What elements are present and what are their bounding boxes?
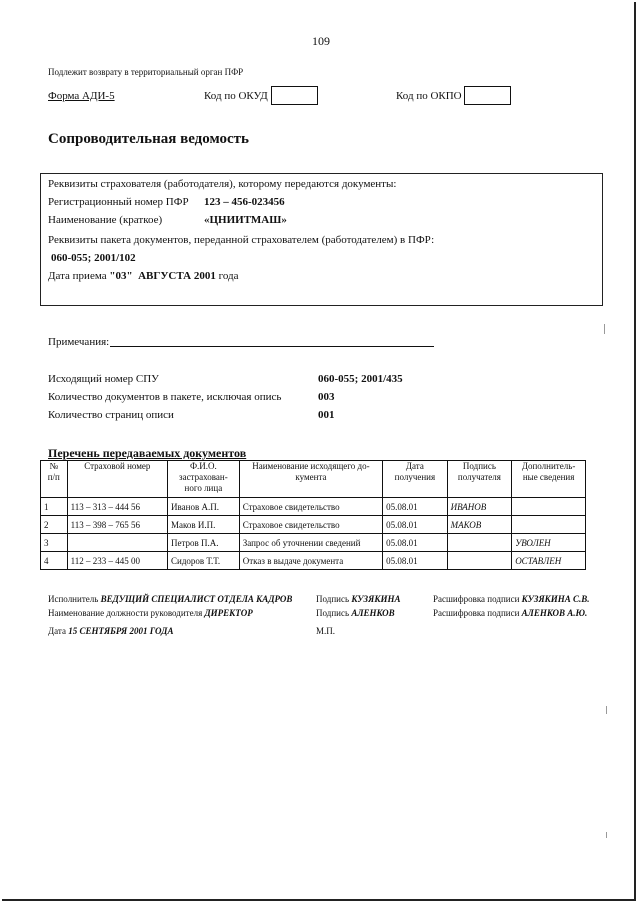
short-name-label: Наименование (краткое) xyxy=(48,214,163,226)
signature-1-label: Подпись xyxy=(316,594,350,604)
header-insurance-number: Страховой номер xyxy=(67,461,167,498)
scan-mark xyxy=(604,324,605,334)
table-row xyxy=(41,552,586,570)
insurance-number: 113 – 398 – 765 56 xyxy=(67,516,167,534)
footer-date-value: 15 СЕНТЯБРЯ 2001 ГОДА xyxy=(68,626,174,636)
okpo-field[interactable] xyxy=(464,86,511,105)
signature-2-line xyxy=(316,608,395,618)
head-position-line xyxy=(48,608,253,618)
header-full-name: Ф.И.О. застрахован- ного лица xyxy=(168,461,240,498)
document-name: Отказ в выдаче документа xyxy=(239,552,382,570)
scan-mark xyxy=(606,832,607,838)
header-number: № п/п xyxy=(41,461,68,498)
row-number: 1 xyxy=(41,498,68,516)
row-number: 3 xyxy=(41,534,68,552)
receipt-date: 05.08.01 xyxy=(383,516,448,534)
scan-mark xyxy=(606,706,607,714)
executor-line xyxy=(48,594,292,604)
full-name: Сидоров Т.Т. xyxy=(168,552,240,570)
full-name: Петров П.А. xyxy=(168,534,240,552)
table-header-row xyxy=(41,461,586,498)
recipient-signature: МАКОВ xyxy=(447,516,512,534)
notes-label: Примечания: xyxy=(48,336,110,348)
return-note: Подлежит возврату в территориальный орган ПФР xyxy=(48,67,244,77)
receipt-date: 05.08.01 xyxy=(383,534,448,552)
row-number: 2 xyxy=(41,516,68,534)
insurance-number xyxy=(67,534,167,552)
footer-date-line xyxy=(48,626,173,636)
document-name: Страховое свидетельство xyxy=(239,516,382,534)
summary-label-2: Количество документов в пакете, исключая опись xyxy=(48,391,282,403)
footer-date-label: Дата xyxy=(48,626,66,636)
document-name: Запрос об уточнении сведений xyxy=(239,534,382,552)
receipt-date-month-year: АВГУСТА 2001 xyxy=(138,270,216,282)
documents-table xyxy=(40,460,586,570)
receipt-date: 05.08.01 xyxy=(383,552,448,570)
header-document-name: Наименование исходящего до- кумента xyxy=(239,461,382,498)
stamp-place: М.П. xyxy=(316,626,336,636)
executor-value: ВЕДУЩИЙ СПЕЦИАЛИСТ ОТДЕЛА КАДРОВ xyxy=(100,594,293,604)
head-position-label: Наименование должности руководителя xyxy=(48,608,203,618)
receipt-date-day: "03" xyxy=(109,270,133,282)
document-name: Страховое свидетельство xyxy=(239,498,382,516)
recipient-signature: ИВАНОВ xyxy=(447,498,512,516)
reg-number-label: Регистрационный номер ПФР xyxy=(48,196,189,208)
decode-2-label: Расшифровка подписи xyxy=(433,608,520,618)
receipt-date xyxy=(48,270,239,282)
row-number: 4 xyxy=(41,552,68,570)
header-receipt-date: Дата получения xyxy=(383,461,448,498)
summary-value-3: 001 xyxy=(318,409,335,421)
reg-number-value: 123 – 456-023456 xyxy=(204,196,285,208)
decode-2-value: АЛЕНКОВ А.Ю. xyxy=(521,608,588,618)
full-name: Маков И.П. xyxy=(168,516,240,534)
okpo-label: Код по ОКПО xyxy=(396,90,462,102)
recipient-signature xyxy=(447,534,512,552)
decode-1-value: КУЗЯКИНА С.В. xyxy=(521,594,590,604)
signature-2-label: Подпись xyxy=(316,608,350,618)
header-additional-info: Дополнитель- ные сведения xyxy=(512,461,586,498)
decode-1-line xyxy=(433,594,590,604)
additional-info xyxy=(512,498,586,516)
list-title: Перечень передаваемых документов xyxy=(48,446,247,460)
document-title: Сопроводительная ведомость xyxy=(48,131,249,147)
table-row xyxy=(41,534,586,552)
table-row xyxy=(41,516,586,534)
recipient-signature xyxy=(447,552,512,570)
summary-value-1: 060-055; 2001/435 xyxy=(318,373,403,385)
summary-label-1: Исходящий номер СПУ xyxy=(48,373,159,385)
okud-field[interactable] xyxy=(271,86,318,105)
header-recipient-signature: Подпись получателя xyxy=(447,461,512,498)
signature-1-value: КУЗЯКИНА xyxy=(351,594,401,604)
notes-line[interactable] xyxy=(110,346,434,347)
form-name: Форма АДИ-5 xyxy=(48,90,115,102)
okud-label: Код по ОКУД xyxy=(204,90,268,102)
signature-1-line xyxy=(316,594,400,604)
receipt-date-suffix: года xyxy=(218,270,239,282)
executor-label: Исполнитель xyxy=(48,594,99,604)
receipt-date: 05.08.01 xyxy=(383,498,448,516)
package-heading: Реквизиты пакета документов, переданной страхователем (работодателем) в ПФР: xyxy=(48,234,435,246)
signature-2-value: АЛЕНКОВ xyxy=(351,608,395,618)
additional-info: ОСТАВЛЕН xyxy=(512,552,586,570)
summary-label-3: Количество страниц описи xyxy=(48,409,174,421)
decode-2-line xyxy=(433,608,587,618)
table-row xyxy=(41,498,586,516)
head-position-value: ДИРЕКТОР xyxy=(204,608,253,618)
short-name-value: «ЦНИИТМАШ» xyxy=(204,214,287,226)
receipt-date-prefix: Дата приема xyxy=(48,270,107,282)
decode-1-label: Расшифровка подписи xyxy=(433,594,520,604)
additional-info: УВОЛЕН xyxy=(512,534,586,552)
additional-info xyxy=(512,516,586,534)
insurance-number: 112 – 233 – 445 00 xyxy=(67,552,167,570)
package-value: 060-055; 2001/102 xyxy=(51,252,136,264)
summary-value-2: 003 xyxy=(318,391,335,403)
insurance-number: 113 – 313 – 444 56 xyxy=(67,498,167,516)
requisites-heading: Реквизиты страхователя (работодателя), которому передаются документы: xyxy=(48,178,397,190)
full-name: Иванов А.П. xyxy=(168,498,240,516)
page-number: 109 xyxy=(312,34,330,48)
